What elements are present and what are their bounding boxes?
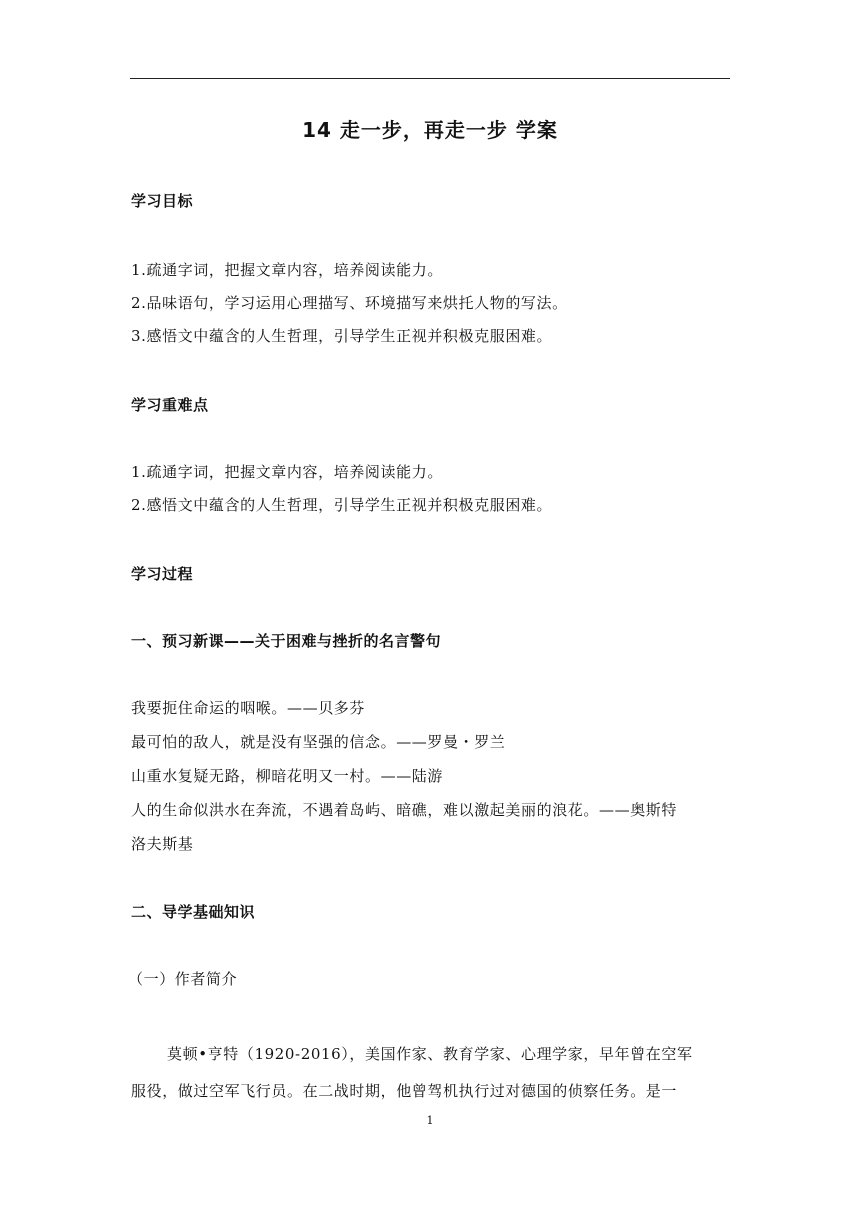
key-point-item: 2.感悟文中蕴含的人生哲理，引导学生正视并积极克服困难。 <box>131 496 553 514</box>
quote-line: 洛夫斯基 <box>131 835 194 853</box>
header-rule <box>130 78 730 79</box>
objective-item: 3.感悟文中蕴含的人生哲理，引导学生正视并积极克服困难。 <box>131 327 553 345</box>
quote-line: 人的生命似洪水在奔流，不遇着岛屿、暗礁，难以激起美丽的浪花。——奥斯特 <box>131 801 678 819</box>
part1-heading: 一、预习新课——关于困难与挫折的名言警句 <box>131 632 442 650</box>
quote-line: 我要扼住命运的咽喉。——贝多芬 <box>131 699 366 717</box>
quote-line: 最可怕的敌人，就是没有坚强的信念。——罗曼・罗兰 <box>131 733 506 751</box>
quote-line: 山重水复疑无路，柳暗花明又一村。——陆游 <box>131 767 444 785</box>
page-title: 14 走一步，再走一步 学案 <box>302 118 558 142</box>
objective-item: 1.疏通字词，把握文章内容，培养阅读能力。 <box>131 261 443 279</box>
page-number: 1 <box>426 1114 434 1127</box>
author-paragraph-line: 服役，做过空军飞行员。在二战时期，他曾驾机执行过对德国的侦察任务。是一 <box>131 1082 678 1100</box>
process-heading: 学习过程 <box>131 565 194 583</box>
author-paragraph-line: 莫顿•亨特（1920-2016），美国作家、教育学家、心理学家，早年曾在空军 <box>167 1045 693 1063</box>
objective-item: 2.品味语句，学习运用心理描写、环境描写来烘托人物的写法。 <box>131 294 568 312</box>
objectives-heading: 学习目标 <box>131 192 194 210</box>
sub1-heading: （一）作者简介 <box>128 970 238 988</box>
part2-heading: 二、导学基础知识 <box>131 903 256 921</box>
key-points-heading: 学习重难点 <box>131 396 209 414</box>
key-point-item: 1.疏通字词，把握文章内容，培养阅读能力。 <box>131 463 443 481</box>
